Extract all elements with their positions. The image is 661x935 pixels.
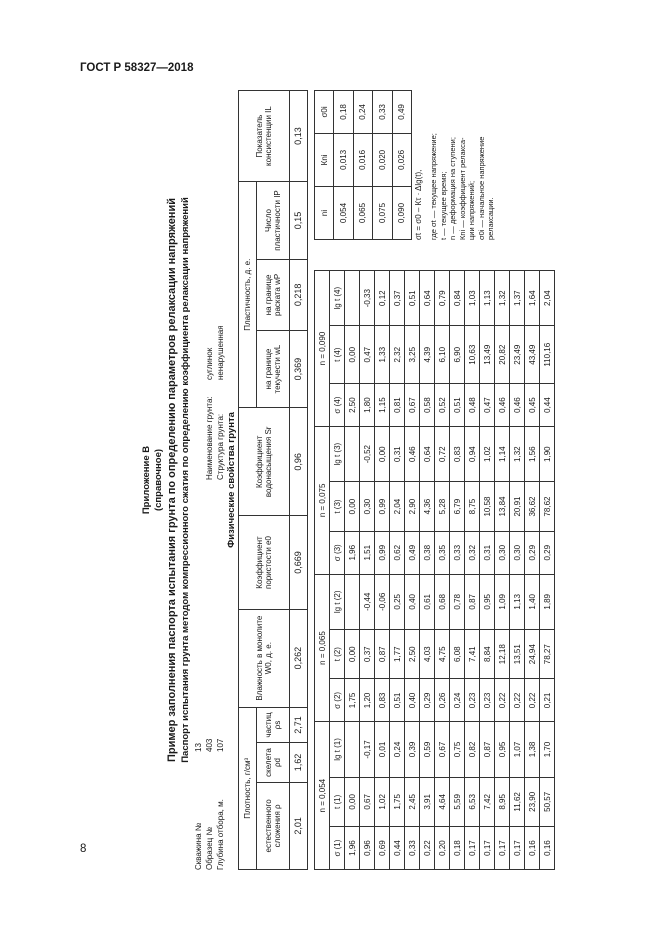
table-cell: 2,45: [405, 777, 420, 827]
strain-group-header: n = 0,065: [315, 574, 330, 722]
table-cell: 13,51: [510, 629, 525, 679]
table-cell: 3,91: [420, 777, 435, 827]
table-cell: 0,22: [510, 679, 525, 722]
table-cell: 1,96: [345, 531, 360, 574]
physical-title: Физические свойства грунта: [226, 412, 237, 548]
table-cell: 0,16: [525, 827, 540, 870]
table-cell: 0,17: [510, 827, 525, 870]
table-cell: 0,40: [405, 679, 420, 722]
table-cell: 13,49: [480, 326, 495, 384]
table-cell: 0,46: [495, 384, 510, 427]
table-cell: 1,40: [525, 574, 540, 629]
table-row: [390, 271, 405, 870]
table-cell: 78,27: [540, 629, 555, 679]
table-cell: 0,25: [390, 574, 405, 629]
table-cell: [345, 574, 360, 629]
table-cell: 1,32: [510, 427, 525, 482]
density-header: Плотность, г/см³: [239, 707, 257, 869]
table-cell: 5,28: [435, 482, 450, 532]
table-cell: [345, 271, 360, 326]
column-header: t (3): [330, 482, 345, 532]
table-cell: 0,35: [435, 531, 450, 574]
well-label: Скважина №: [194, 822, 203, 870]
table-cell: 0,79: [435, 271, 450, 326]
soil-info: [204, 325, 226, 480]
table-cell: 6,53: [465, 777, 480, 827]
column-header: σ (4): [330, 384, 345, 427]
table-cell: 1,02: [375, 777, 390, 827]
table-cell: 0,52: [435, 384, 450, 427]
table-cell: 0,17: [495, 827, 510, 870]
table-row: [435, 271, 450, 870]
table-cell: 0,44: [390, 827, 405, 870]
table-cell: 1,56: [525, 427, 540, 482]
table-cell: 1,07: [510, 722, 525, 777]
table-cell: 0,95: [480, 574, 495, 629]
main-title: Пример заполнения паспорта испытания грунта по определению параметров релаксации напряжений: [166, 198, 178, 762]
column-header: Кni: [315, 133, 334, 186]
value-cell: 0,218: [290, 259, 308, 330]
table-cell: 0,68: [435, 574, 450, 629]
table-cell: -0,17: [360, 722, 375, 777]
table-cell: -0,06: [375, 574, 390, 629]
table-row: [353, 91, 372, 240]
table-cell: 0,51: [450, 384, 465, 427]
table-cell: 0,49: [392, 91, 411, 134]
table-cell: 0,75: [450, 722, 465, 777]
density-natural-header: естественного сложения ρ: [256, 782, 290, 869]
value-cell: 0,96: [290, 408, 308, 516]
table-row: [392, 91, 411, 240]
table-row: [420, 271, 435, 870]
table-row: [465, 271, 480, 870]
value-cell: 0,262: [290, 609, 308, 707]
table-cell: 10,63: [465, 326, 480, 384]
table-row: [525, 271, 540, 870]
soil-name-label: Наименование грунта:: [205, 396, 214, 480]
column-header: t (2): [330, 629, 345, 679]
table-cell: 0,00: [345, 777, 360, 827]
table-cell: 2,90: [405, 482, 420, 532]
table-cell: 23,49: [510, 326, 525, 384]
table-cell: 0,18: [450, 827, 465, 870]
table-cell: 0,22: [420, 827, 435, 870]
column-header: lg t (1): [330, 722, 345, 777]
table-cell: 0,016: [353, 133, 372, 186]
document-header: ГОСТ Р 58327—2018: [80, 62, 194, 74]
table-cell: 0,24: [450, 679, 465, 722]
table-cell: 3,25: [405, 326, 420, 384]
physical-properties-table: [238, 90, 308, 870]
table-cell: 4,36: [420, 482, 435, 532]
table-cell: 0,99: [375, 531, 390, 574]
table-cell: 12,18: [495, 629, 510, 679]
table-cell: 78,62: [540, 482, 555, 532]
table-cell: 0,87: [375, 629, 390, 679]
table-cell: 1,64: [525, 271, 540, 326]
table-cell: 10,58: [480, 482, 495, 532]
legend-line: где σt — текущее напряжение;: [429, 133, 438, 240]
value-cell: 0,15: [290, 182, 308, 260]
table-cell: 4,39: [420, 326, 435, 384]
rotated-content: [138, 90, 552, 870]
table-cell: 4,64: [435, 777, 450, 827]
table-cell: 0,95: [495, 722, 510, 777]
table-cell: 0,33: [405, 827, 420, 870]
table-cell: 0,58: [420, 384, 435, 427]
table-cell: 1,20: [360, 679, 375, 722]
table-cell: 0,026: [392, 133, 411, 186]
table-cell: 0,22: [525, 679, 540, 722]
table-cell: 0,013: [334, 133, 353, 186]
table-cell: 0,31: [390, 427, 405, 482]
table-cell: 0,00: [375, 427, 390, 482]
yield-limit-header: на границе текучести wL: [256, 330, 290, 408]
table-cell: 1,13: [480, 271, 495, 326]
roll-limit-header: на границе раската wP: [256, 259, 290, 330]
table-cell: 0,12: [375, 271, 390, 326]
table-cell: 0,49: [405, 531, 420, 574]
table-row: [450, 271, 465, 870]
table-cell: 23,90: [525, 777, 540, 827]
table-cell: 1,13: [510, 574, 525, 629]
table-cell: 24,94: [525, 629, 540, 679]
table-cell: 0,67: [405, 384, 420, 427]
column-header-row: [315, 91, 334, 240]
column-header: lg t (3): [330, 427, 345, 482]
plasticity-header: Пластичность, д. е.: [239, 182, 257, 408]
table-cell: 0,64: [420, 271, 435, 326]
table-cell: 1,32: [495, 271, 510, 326]
table-cell: 0,61: [420, 574, 435, 629]
table-cell: 0,29: [420, 679, 435, 722]
table-cell: 0,62: [390, 531, 405, 574]
table-cell: 1,70: [540, 722, 555, 777]
column-header: ni: [315, 186, 334, 239]
table-cell: 2,04: [390, 482, 405, 532]
table-cell: 0,31: [480, 531, 495, 574]
table-cell: 8,75: [465, 482, 480, 532]
table-cell: 0,69: [375, 827, 390, 870]
table-row: [405, 271, 420, 870]
appendix-note: (справочное): [153, 448, 164, 512]
table-cell: 0,21: [540, 679, 555, 722]
table-cell: 0,29: [540, 531, 555, 574]
table-cell: 43,49: [525, 326, 540, 384]
table-cell: 1,89: [540, 574, 555, 629]
table-cell: 6,79: [450, 482, 465, 532]
table-cell: 7,41: [465, 629, 480, 679]
table-cell: 0,87: [480, 722, 495, 777]
table-cell: 0,054: [334, 186, 353, 239]
table-cell: -0,44: [360, 574, 375, 629]
table-cell: 0,30: [360, 482, 375, 532]
table-cell: 1,75: [345, 679, 360, 722]
table-cell: 0,78: [450, 574, 465, 629]
plasticity-number-header: Число пластичности IP: [256, 182, 290, 260]
table-cell: 0,47: [480, 384, 495, 427]
table-cell: 0,84: [450, 271, 465, 326]
table-cell: 7,42: [480, 777, 495, 827]
table-cell: 0,020: [373, 133, 392, 186]
column-header: σ (3): [330, 531, 345, 574]
table-cell: 0,96: [360, 827, 375, 870]
table-cell: 11,62: [510, 777, 525, 827]
table-cell: 6,90: [450, 326, 465, 384]
table-cell: 0,33: [373, 91, 392, 134]
table-cell: 0,83: [375, 679, 390, 722]
table-cell: 0,30: [510, 531, 525, 574]
table-row: [373, 91, 392, 240]
table-cell: 1,37: [510, 271, 525, 326]
table-cell: 6,08: [450, 629, 465, 679]
table-cell: 0,00: [345, 629, 360, 679]
table-cell: 1,15: [375, 384, 390, 427]
table-cell: 2,50: [345, 384, 360, 427]
table-cell: 4,75: [435, 629, 450, 679]
depth-label: Глубина отбора, м.: [216, 799, 225, 870]
value-cell: 0,13: [290, 91, 308, 182]
table-cell: 0,51: [390, 679, 405, 722]
table-cell: 2,50: [405, 629, 420, 679]
table-cell: 0,99: [375, 482, 390, 532]
table-cell: 0,20: [435, 827, 450, 870]
table-cell: 0,51: [405, 271, 420, 326]
table-cell: 13,84: [495, 482, 510, 532]
table-cell: 0,48: [465, 384, 480, 427]
consistency-header: Показатель консистенции IL: [239, 91, 290, 182]
column-header: σ0i: [315, 91, 334, 134]
soil-name-value: суглинок: [205, 347, 214, 380]
table-cell: 1,96: [345, 827, 360, 870]
value-cell: 0,369: [290, 330, 308, 408]
table-cell: 0,44: [540, 384, 555, 427]
table-cell: 20,82: [495, 326, 510, 384]
relaxation-formula: σt = σ0 – Кτ · Δlg(t),: [414, 169, 423, 240]
value-cell: 2,01: [290, 782, 308, 869]
table-cell: 0,40: [405, 574, 420, 629]
table-row: [334, 91, 353, 240]
sample-info: [193, 739, 226, 870]
table-cell: 0,24: [390, 722, 405, 777]
table-cell: 0,18: [334, 91, 353, 134]
table-cell: 20,91: [510, 482, 525, 532]
table-cell: 1,09: [495, 574, 510, 629]
table-cell: 1,33: [375, 326, 390, 384]
table-cell: 1,90: [540, 427, 555, 482]
structure-label: Структура грунта:: [216, 413, 225, 480]
table-cell: 0,87: [465, 574, 480, 629]
table-cell: 2,32: [390, 326, 405, 384]
table-row: [540, 271, 555, 870]
table-cell: 0,23: [465, 679, 480, 722]
table-cell: 1,38: [525, 722, 540, 777]
saturation-header: Коэффициент водонасыщения Sr: [239, 408, 290, 516]
legend-line: релаксации.: [486, 197, 495, 240]
table-cell: 1,03: [465, 271, 480, 326]
table-cell: 0,01: [375, 722, 390, 777]
table-cell: [345, 427, 360, 482]
table-cell: 0,00: [345, 326, 360, 384]
sample-value: 403: [205, 738, 214, 752]
porosity-header: Коэффициент пористости e0: [239, 516, 290, 609]
table-cell: 2,04: [540, 271, 555, 326]
value-cell: 0,669: [290, 516, 308, 609]
table-cell: 0,94: [465, 427, 480, 482]
table-cell: 0,30: [495, 531, 510, 574]
legend-line: n — деформация на ступени;: [448, 137, 457, 240]
depth-value: 107: [216, 738, 225, 752]
density-skeleton-header: скелета ρd: [256, 743, 290, 782]
table-cell: -0,52: [360, 427, 375, 482]
table-row: [480, 271, 495, 870]
relaxation-coefficient-table: [314, 90, 412, 240]
legend-line: Кni — коэффициент релакса-: [457, 137, 467, 240]
table-cell: -0,33: [360, 271, 375, 326]
legend-line: ции напряжений;: [467, 180, 476, 240]
structure-value: ненарушенная: [216, 325, 225, 380]
column-header: t (4): [330, 326, 345, 384]
table-cell: 0,37: [360, 629, 375, 679]
table-cell: 0,22: [495, 679, 510, 722]
moisture-header: Влажность в монолите W0, д. е.: [239, 609, 290, 707]
strain-group-header: n = 0,090: [315, 271, 330, 427]
column-header: lg t (2): [330, 574, 345, 629]
table-cell: 0,065: [353, 186, 372, 239]
subtitle: Паспорт испытания грунта методом компрессионного сжатия по определению коэффициента релаксации напряжений: [180, 197, 191, 763]
table-cell: 1,02: [480, 427, 495, 482]
table-cell: 0,29: [525, 531, 540, 574]
table-cell: 5,59: [450, 777, 465, 827]
table-cell: 0,090: [392, 186, 411, 239]
table-row: [375, 271, 390, 870]
relaxation-table: [314, 270, 555, 870]
table-cell: 1,14: [495, 427, 510, 482]
table-cell: 0,72: [435, 427, 450, 482]
table-cell: 4,03: [420, 629, 435, 679]
group-header-row: [315, 271, 330, 870]
table-cell: 1,77: [390, 629, 405, 679]
appendix-title: Приложение В: [141, 445, 152, 515]
page-number: 8: [80, 843, 87, 855]
table-cell: 0,83: [450, 427, 465, 482]
strain-group-header: n = 0,075: [315, 427, 330, 575]
column-header-row: [330, 271, 345, 870]
value-cell: 2,71: [290, 707, 308, 743]
table-row: [510, 271, 525, 870]
table-cell: 0,46: [510, 384, 525, 427]
table-cell: 50,57: [540, 777, 555, 827]
table-cell: [345, 722, 360, 777]
column-header: σ (1): [330, 827, 345, 870]
sample-label: Образец №: [205, 826, 214, 870]
table-cell: 0,67: [360, 777, 375, 827]
column-header: σ (2): [330, 679, 345, 722]
table-cell: 0,075: [373, 186, 392, 239]
table-row: [495, 271, 510, 870]
table-cell: 0,32: [465, 531, 480, 574]
table-cell: 0,00: [345, 482, 360, 532]
formula-legend: [429, 90, 496, 240]
table-cell: 0,46: [405, 427, 420, 482]
table-cell: 110,16: [540, 326, 555, 384]
legend-line: σ0i — начальное напряжение: [476, 136, 486, 240]
table-cell: 0,33: [450, 531, 465, 574]
table-cell: 8,84: [480, 629, 495, 679]
strain-group-header: n = 0,054: [315, 722, 330, 870]
table-cell: 0,39: [405, 722, 420, 777]
table-cell: 0,17: [465, 827, 480, 870]
table-cell: 1,75: [390, 777, 405, 827]
table-cell: 0,17: [480, 827, 495, 870]
density-particles-header: частиц ρs: [256, 707, 290, 743]
table-row: [345, 271, 360, 870]
table-cell: 0,67: [435, 722, 450, 777]
legend-line: t — текущее время;: [438, 171, 448, 240]
table-cell: 0,82: [465, 722, 480, 777]
table-cell: 1,80: [360, 384, 375, 427]
table-cell: 0,64: [420, 427, 435, 482]
table-cell: 0,81: [390, 384, 405, 427]
table-cell: 0,47: [360, 326, 375, 384]
table-cell: 1,51: [360, 531, 375, 574]
table-row: [360, 271, 375, 870]
column-header: lg t (4): [330, 271, 345, 326]
table-cell: 0,59: [420, 722, 435, 777]
well-value: 13: [194, 743, 203, 752]
table-cell: 0,45: [525, 384, 540, 427]
table-cell: 8,95: [495, 777, 510, 827]
table-cell: 0,16: [540, 827, 555, 870]
table-cell: 0,26: [435, 679, 450, 722]
table-cell: 36,62: [525, 482, 540, 532]
value-cell: 1,62: [290, 743, 308, 782]
table-cell: 6,10: [435, 326, 450, 384]
table-cell: 0,24: [353, 91, 372, 134]
table-cell: 0,37: [390, 271, 405, 326]
table-cell: 0,23: [480, 679, 495, 722]
table-cell: 0,38: [420, 531, 435, 574]
column-header: t (1): [330, 777, 345, 827]
